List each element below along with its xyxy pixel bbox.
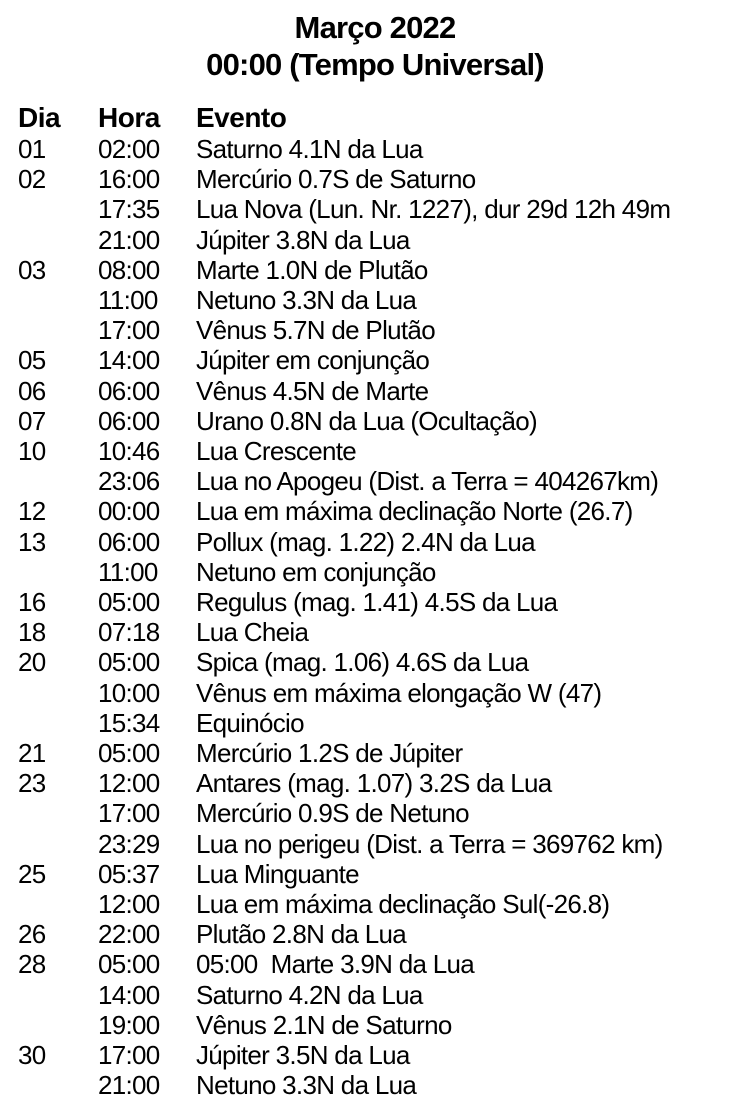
cell-day [18,466,98,496]
table-row [0,194,750,224]
cell-day [18,798,98,828]
cell-event: Plutão 2.8N da Lua [196,919,407,950]
header-hour: Hora [98,102,160,133]
cell-event: Netuno em conjunção [196,556,436,587]
cell-event: Saturno 4.1N da Lua [196,134,423,164]
cell-event: Lua Nova (Lun. Nr. 1227), dur 29d 12h 49m [196,194,671,225]
cell-event: Vênus em máxima elongação W (47) [196,677,602,708]
table-row [0,406,750,436]
cell-event: Lua Crescente [196,436,357,467]
cell-day: 12 [18,496,46,527]
table-row [0,617,750,647]
cell-hour: 05:00 [98,949,160,980]
header-day: Dia [18,102,61,133]
cell-event: Lua Cheia [196,617,309,648]
cell-day: 21 [18,738,46,769]
cell-day: 20 [18,647,46,678]
table-row [0,466,750,496]
table-row [0,587,750,617]
cell-day [18,557,98,587]
table-row [0,496,750,526]
cell-event: Lua em máxima declinação Norte (26.7) [196,496,633,527]
cell-hour: 05:00 [98,587,160,618]
cell-day [18,225,98,255]
events-table [0,101,750,1101]
table-row [0,134,750,164]
table-row [0,647,750,677]
cell-hour: 07:18 [98,617,160,648]
cell-event: Regulus (mag. 1.41) 4.5S da Lua [196,587,558,618]
cell-event: Lua no Apogeu (Dist. a Terra = 404267km) [196,466,659,497]
cell-hour: 08:00 [98,254,160,285]
cell-day: 03 [18,254,46,285]
cell-hour: 21:00 [98,224,160,255]
cell-hour: 00:00 [98,496,160,527]
table-row [0,708,750,738]
cell-hour: 05:37 [98,858,160,889]
cell-event: Júpiter 3.8N da Lua [196,224,410,255]
cell-hour: 17:00 [98,315,160,346]
table-row [0,164,750,194]
cell-event: Netuno 3.3N da Lua [196,1070,417,1101]
cell-day [18,194,98,224]
events-table-body [0,134,750,1101]
cell-hour: 10:00 [98,677,160,708]
cell-hour: 05:00 [98,738,160,769]
cell-hour: 19:00 [98,1009,160,1040]
cell-event: Marte 1.0N de Plutão [196,254,428,285]
table-row [0,315,750,345]
cell-event: Antares (mag. 1.07) 3.2S da Lua [196,768,552,799]
cell-hour: 17:00 [98,798,160,829]
cell-event: Mercúrio 0.9S de Netuno [196,798,469,829]
page-title [0,0,750,83]
cell-day: 30 [18,1040,46,1071]
cell-hour: 17:00 [98,1040,160,1071]
cell-day [18,829,98,859]
cell-event: Pollux (mag. 1.22) 2.4N da Lua [196,526,535,557]
table-row [0,798,750,828]
cell-hour: 21:00 [98,1070,160,1101]
cell-event: Lua Minguante [196,858,359,889]
cell-event: Lua no perigeu (Dist. a Terra = 369762 km) [196,828,663,859]
cell-event: Spica (mag. 1.06) 4.6S da Lua [196,647,529,678]
cell-event: Júpiter 3.5N da Lua [196,1040,410,1071]
cell-day: 05 [18,345,46,376]
cell-hour: 10:46 [98,436,160,467]
cell-event: Lua em máxima declinação Sul(-26.8) [196,889,610,920]
cell-day: 18 [18,617,46,648]
cell-event: Urano 0.8N da Lua (Ocultação) [196,405,538,436]
cell-day: 07 [18,405,46,436]
table-row [0,859,750,889]
cell-event: Vênus 4.5N de Marte [196,375,429,406]
cell-hour: 23:06 [98,466,160,497]
cell-day: 13 [18,526,46,557]
cell-hour: 05:00 [98,647,160,678]
cell-day: 25 [18,858,46,889]
title-time-standard: 00:00 (Tempo Universal) [206,47,544,82]
table-row [0,285,750,315]
cell-event: Júpiter em conjunção [196,345,430,376]
cell-event: Vênus 5.7N de Plutão [196,315,435,346]
table-row [0,345,750,375]
cell-day: 06 [18,375,46,406]
table-row [0,889,750,919]
table-row [0,1070,750,1100]
cell-hour: 23:29 [98,828,160,859]
table-row [0,376,750,406]
cell-hour: 06:00 [98,405,160,436]
cell-hour: 02:00 [98,134,160,164]
cell-hour: 17:35 [98,194,160,225]
table-row [0,768,750,798]
table-row [0,527,750,557]
title-month-year: Março 2022 [294,10,456,45]
cell-hour: 06:00 [98,375,160,406]
cell-hour: 11:00 [98,285,158,316]
cell-day: 10 [18,436,46,467]
cell-hour: 16:00 [98,164,160,195]
cell-hour: 06:00 [98,526,160,557]
cell-day [18,1010,98,1040]
cell-hour: 14:00 [98,345,160,376]
cell-day: 23 [18,768,46,799]
table-row [0,1010,750,1040]
cell-hour: 12:00 [98,768,160,799]
table-row [0,919,750,949]
table-row [0,738,750,768]
table-header-row [0,101,750,134]
table-row [0,980,750,1010]
cell-day [18,678,98,708]
table-row [0,225,750,255]
cell-event: Netuno 3.3N da Lua [196,285,417,316]
cell-day: 16 [18,587,46,618]
cell-event: 05:00 Marte 3.9N da Lua [196,949,475,980]
cell-day: 28 [18,949,46,980]
cell-hour: 11:00 [98,556,158,587]
cell-hour: 12:00 [98,889,160,920]
cell-day [18,1070,98,1100]
cell-hour: 15:34 [98,707,160,738]
cell-hour: 14:00 [98,979,160,1010]
table-row [0,1040,750,1070]
cell-day [18,980,98,1010]
cell-day [18,889,98,919]
cell-event: Mercúrio 0.7S de Saturno [196,164,476,195]
cell-day: 26 [18,919,46,950]
table-row [0,557,750,587]
cell-event: Mercúrio 1.2S de Júpiter [196,738,463,769]
cell-day: 02 [18,164,46,195]
cell-hour: 22:00 [98,919,160,950]
table-row [0,678,750,708]
table-row [0,949,750,979]
cell-day [18,708,98,738]
cell-day [18,285,98,315]
cell-event: Equinócio [196,707,304,738]
table-row [0,255,750,285]
cell-event: Saturno 4.2N da Lua [196,979,423,1010]
header-event: Evento [196,102,287,133]
cell-event: Vênus 2.1N de Saturno [196,1009,452,1040]
table-row [0,436,750,466]
table-row [0,829,750,859]
cell-day: 01 [18,134,46,164]
cell-day [18,315,98,345]
